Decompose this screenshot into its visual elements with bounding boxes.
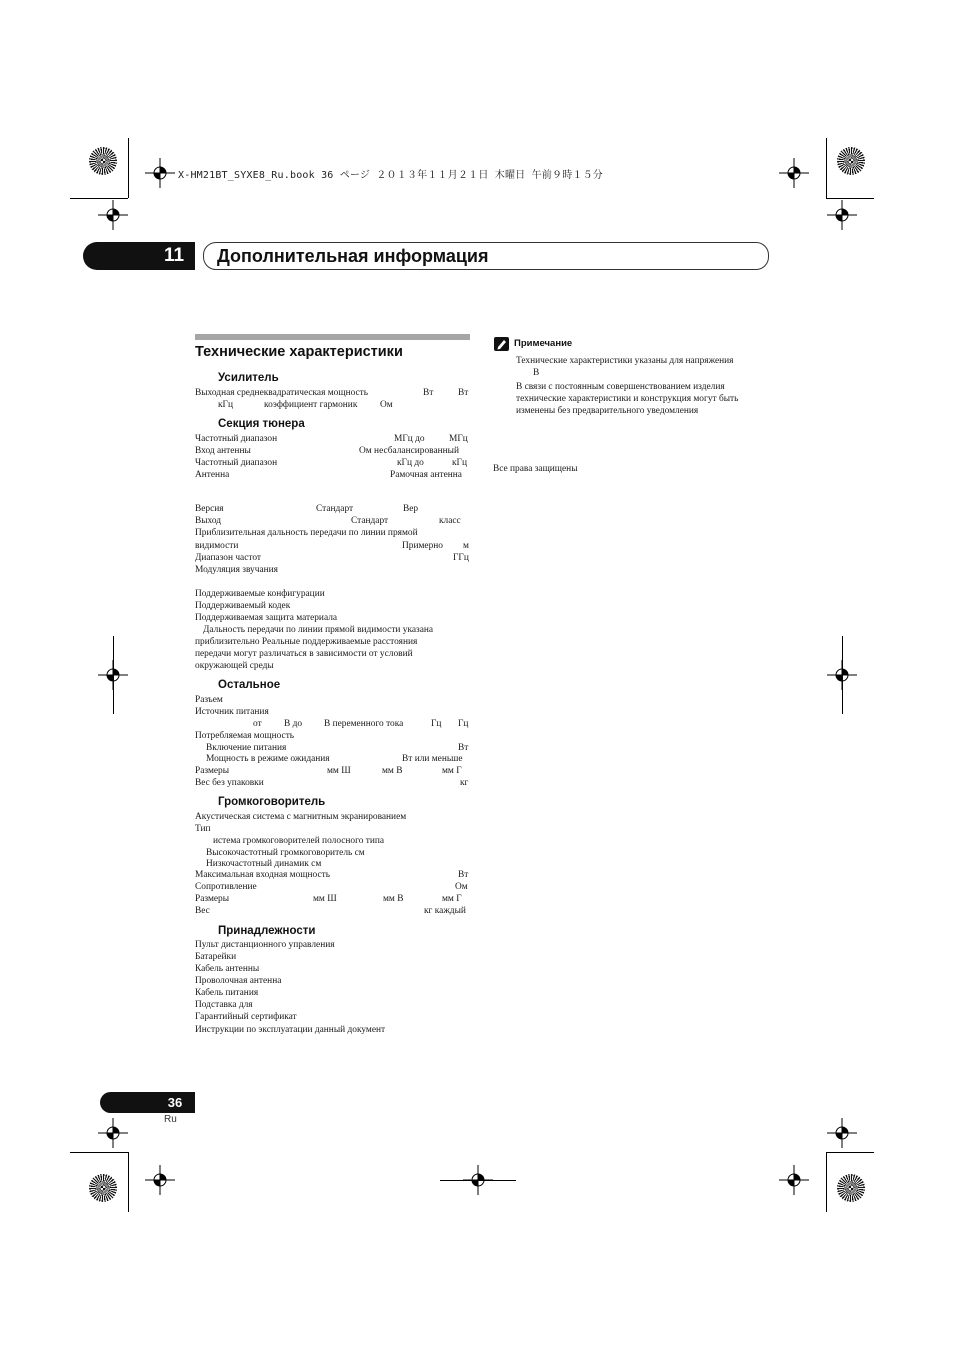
crosshair-mark-icon bbox=[779, 1165, 809, 1195]
spec-label: Сопротивление bbox=[195, 882, 257, 892]
spec-value: мм Г bbox=[442, 894, 462, 904]
spec-value: мм В bbox=[383, 894, 404, 904]
list-item: Подставка для bbox=[195, 1000, 253, 1010]
footnote-text: Дальность передачи по линии прямой видимости указана bbox=[203, 625, 434, 635]
tuner-heading: Секция тюнера bbox=[218, 418, 305, 430]
spec-label: Поддерживаемая защита материала bbox=[195, 613, 338, 623]
crop-line bbox=[70, 1152, 128, 1153]
spec-label: Выходная среднеквадратическая мощность bbox=[195, 388, 369, 398]
crosshair-mark-icon bbox=[98, 200, 128, 230]
crosshair-mark-icon bbox=[98, 1118, 128, 1148]
rosette-mark-icon bbox=[89, 147, 117, 175]
rosette-mark-icon bbox=[837, 147, 865, 175]
spec-label: истема громкоговорителей полосного типа bbox=[213, 836, 385, 846]
spec-value: ГГц bbox=[453, 553, 469, 563]
spec-label: Включение питания bbox=[206, 743, 287, 753]
crosshair-mark-icon bbox=[827, 1118, 857, 1148]
book-file-header: X-HM21BT_SYXE8_Ru.book 36 ページ ２０１３年１１月２１日 木曜日 午前９時１５分 bbox=[178, 170, 603, 181]
spec-value: м bbox=[463, 541, 469, 551]
note-text: изменены без предварительного уведомления bbox=[516, 406, 699, 416]
spec-label: Выход bbox=[195, 516, 222, 526]
spec-value: Примерно bbox=[402, 541, 443, 551]
spec-label: Частотный диапазон bbox=[195, 458, 278, 468]
spec-value: Вт bbox=[458, 743, 469, 753]
spec-label: Источник питания bbox=[195, 707, 269, 717]
spec-label: Высокочастотный громкоговоритель см bbox=[206, 848, 365, 858]
spec-value: Вт или меньше bbox=[402, 754, 463, 764]
spec-value: кг каждый bbox=[424, 906, 466, 916]
rosette-mark-icon bbox=[89, 1174, 117, 1202]
note-text: Технические характеристики указаны для напряжения bbox=[516, 356, 734, 366]
section-title: Технические характеристики bbox=[195, 344, 403, 360]
other-heading: Остальное bbox=[218, 679, 281, 691]
spec-label: Разъем bbox=[195, 695, 223, 705]
rosette-mark-icon bbox=[837, 1174, 865, 1202]
spec-label: Поддерживаемые конфигурации bbox=[195, 589, 325, 599]
spec-value: класс bbox=[439, 516, 461, 526]
spec-value: мм В bbox=[382, 766, 403, 776]
chapter-number: 11 bbox=[163, 245, 185, 266]
spec-value: мм Ш bbox=[327, 766, 351, 776]
spec-value: коэффициент гармоник bbox=[264, 400, 358, 410]
crop-line bbox=[826, 138, 827, 198]
spec-value: Ом bbox=[455, 882, 468, 892]
page-language: Ru bbox=[164, 1114, 177, 1125]
crosshair-mark-icon bbox=[145, 1165, 175, 1195]
pencil-note-icon bbox=[494, 337, 509, 351]
spec-value: мм Ш bbox=[313, 894, 337, 904]
spec-value: МГц bbox=[449, 434, 468, 444]
spec-label: Модуляция звучания bbox=[195, 565, 278, 575]
footnote-text: передачи могут различаться в зависимости от условий bbox=[195, 649, 413, 659]
spec-value: мм Г bbox=[442, 766, 462, 776]
spec-value: кг bbox=[460, 778, 469, 788]
spec-value: Рамочная антенна bbox=[390, 470, 462, 480]
spec-label: Приблизительная дальность передачи по линии прямой bbox=[195, 528, 418, 538]
spec-label: Поддерживаемый кодек bbox=[195, 601, 291, 611]
spec-value: кГц до bbox=[397, 458, 424, 468]
amplifier-heading: Усилитель bbox=[218, 372, 279, 384]
spec-label: Размеры bbox=[195, 766, 230, 776]
speaker-heading: Громкоговоритель bbox=[218, 796, 326, 808]
spec-label: Максимальная входная мощность bbox=[195, 870, 330, 880]
spec-value: Вт bbox=[458, 870, 469, 880]
spec-label: Вес bbox=[195, 906, 210, 916]
spec-value: от bbox=[253, 719, 262, 729]
crop-line bbox=[128, 138, 129, 198]
spec-label: Потребляемая мощность bbox=[195, 731, 295, 741]
spec-label: Антенна bbox=[195, 470, 230, 480]
spec-label: Мощность в режиме ожидания bbox=[206, 754, 330, 764]
crosshair-mark-icon bbox=[145, 158, 175, 188]
spec-value: Ом bbox=[380, 400, 393, 410]
list-item: Пульт дистанционного управления bbox=[195, 940, 335, 950]
note-text: В bbox=[533, 368, 540, 378]
note-text: технические характеристики и конструкция могут быть bbox=[516, 394, 739, 404]
spec-value: Вер bbox=[403, 504, 419, 514]
crop-line bbox=[128, 1152, 129, 1212]
spec-label: Акустическая система с магнитным экранированием bbox=[195, 812, 407, 822]
spec-value: Гц bbox=[431, 719, 442, 729]
crosshair-mark-icon bbox=[827, 200, 857, 230]
spec-label: Низкочастотный динамик см bbox=[206, 859, 322, 869]
copyright-text: Все права защищены bbox=[493, 464, 578, 474]
crop-line bbox=[842, 636, 843, 714]
list-item: Батарейки bbox=[195, 952, 237, 962]
crop-line bbox=[826, 198, 874, 199]
list-item: Кабель антенны bbox=[195, 964, 260, 974]
spec-value: Ом несбалансированный bbox=[359, 446, 459, 456]
section-rule bbox=[195, 334, 470, 340]
spec-value: кГц bbox=[218, 400, 233, 410]
spec-label: Размеры bbox=[195, 894, 230, 904]
crop-line bbox=[70, 198, 128, 199]
spec-value: кГц bbox=[452, 458, 467, 468]
spec-value: МГц до bbox=[394, 434, 425, 444]
spec-value: Гц bbox=[458, 719, 469, 729]
spec-label: Частотный диапазон bbox=[195, 434, 278, 444]
accessories-heading: Принадлежности bbox=[218, 925, 316, 937]
spec-label: Диапазон частот bbox=[195, 553, 261, 563]
page-number: 36 bbox=[167, 1095, 183, 1110]
footnote-text: приблизительно Реальные поддерживаемые расстояния bbox=[195, 637, 418, 647]
footnote-text: окружающей среды bbox=[195, 661, 274, 671]
spec-label: видимости bbox=[195, 541, 239, 551]
spec-value: Стандарт bbox=[316, 504, 354, 514]
crop-line bbox=[826, 1152, 827, 1212]
spec-label: Вес без упаковки bbox=[195, 778, 264, 788]
note-text: В связи с постоянным совершенствованием изделия bbox=[516, 382, 725, 392]
spec-label: Тип bbox=[195, 824, 211, 834]
spec-value: Стандарт bbox=[351, 516, 389, 526]
spec-label: Вход антенны bbox=[195, 446, 251, 456]
spec-value: В переменного тока bbox=[324, 719, 404, 729]
spec-value: В до bbox=[284, 719, 303, 729]
list-item: Гарантийный сертификат bbox=[195, 1012, 297, 1022]
spec-label: Версия bbox=[195, 504, 224, 514]
note-label: Примечание bbox=[514, 338, 573, 349]
spec-value: Вт bbox=[458, 388, 469, 398]
crop-line bbox=[113, 636, 114, 714]
list-item: Инструкции по эксплуатации данный документ bbox=[195, 1025, 386, 1035]
crosshair-mark-icon bbox=[779, 158, 809, 188]
crop-line bbox=[440, 1180, 516, 1181]
list-item: Кабель питания bbox=[195, 988, 259, 998]
list-item: Проволочная антенна bbox=[195, 976, 282, 986]
crop-line bbox=[826, 1152, 874, 1153]
spec-value: Вт bbox=[423, 388, 434, 398]
chapter-title: Дополнительная информация bbox=[217, 246, 489, 266]
